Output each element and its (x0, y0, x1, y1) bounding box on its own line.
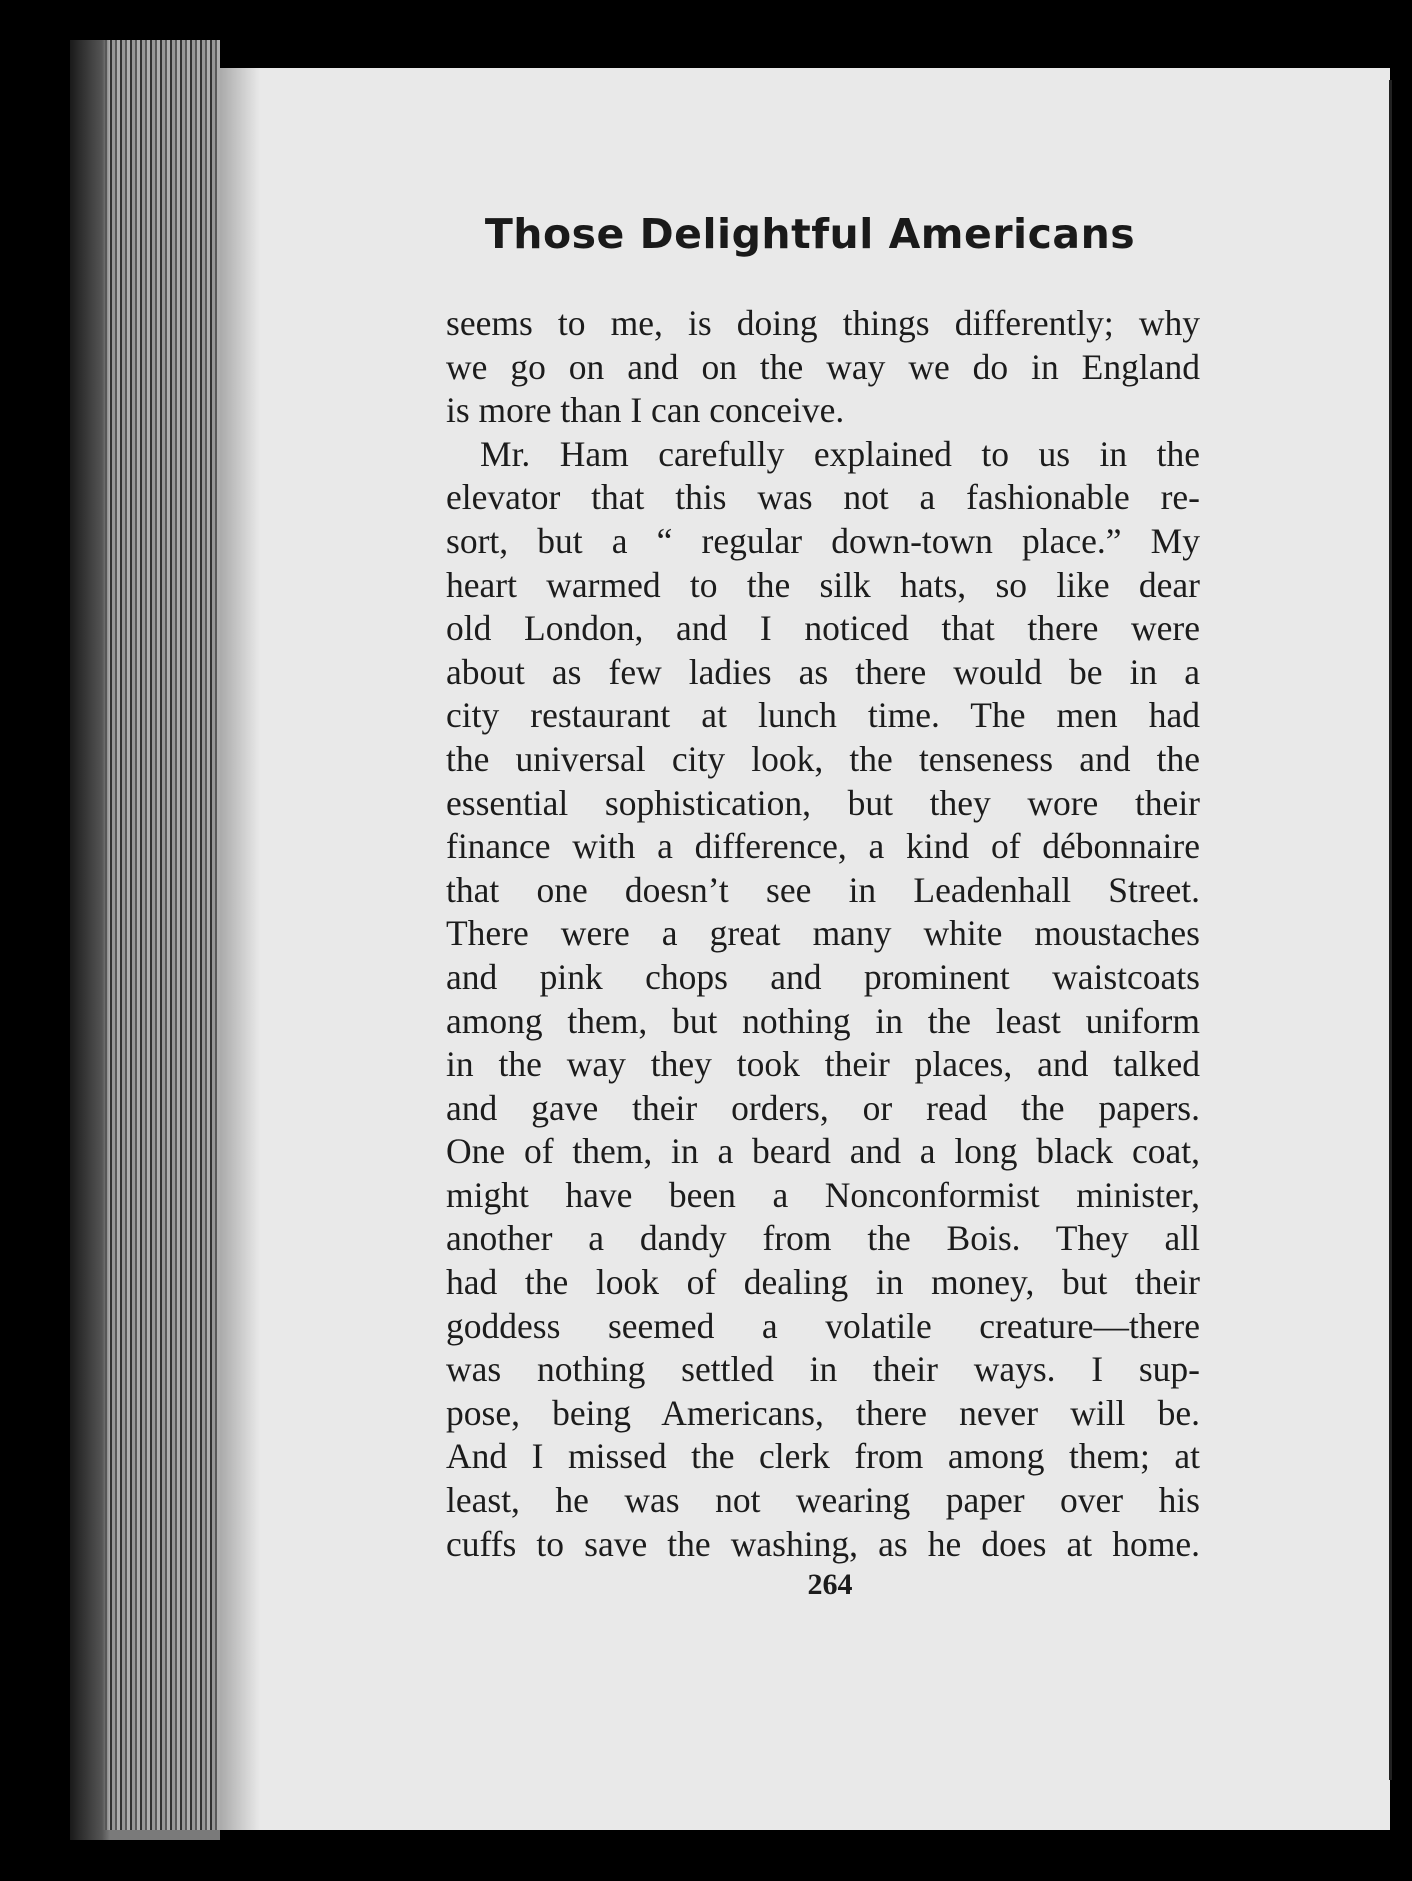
text-line: and pink chops and prominent waistcoats (446, 956, 1200, 997)
text-line: sort, but a “ regular down-town place.” My (446, 520, 1200, 561)
text-line: elevator that this was not a fashionable re- (446, 477, 1200, 518)
text-line: seems to me, is doing things differently; why (446, 303, 1200, 343)
text-line: essential sophistication, but they wore their (446, 782, 1200, 823)
running-head: Those Delightful Americans (484, 210, 1136, 258)
text-line: might have been a Nonconformist minister, (446, 1174, 1200, 1215)
text-line: Mr. Ham carefully explained to us in the (480, 433, 1200, 474)
text-line: was nothing settled in their ways. I sup- (446, 1349, 1200, 1390)
text-line: city restaurant at lunch time. The men had (446, 695, 1200, 736)
text-line: And I missed the clerk from among them; at (446, 1436, 1200, 1477)
text-line: least, he was not wearing paper over his (446, 1480, 1200, 1521)
text-line: and gave their orders, or read the papers. (446, 1087, 1200, 1128)
text-line: in the way they took their places, and talked (446, 1044, 1200, 1085)
text-line: among them, but nothing in the least uniform (446, 1000, 1200, 1041)
text-line: about as few ladies as there would be in a (446, 651, 1200, 692)
scan-background-right (1390, 0, 1412, 1881)
text-line: had the look of dealing in money, but their (446, 1262, 1200, 1303)
text-line: heart warmed to the silk hats, so like dear (446, 564, 1200, 605)
text-line: another a dandy from the Bois. They all (446, 1218, 1200, 1259)
text-line: that one doesn’t see in Leadenhall Street. (446, 869, 1200, 910)
facing-page-edge (1389, 80, 1392, 1780)
binding-shadow (70, 40, 110, 1840)
text-line: There were a great many white moustaches (446, 913, 1200, 954)
text-line: is more than I can conceive. (446, 390, 845, 431)
page-gutter (220, 68, 260, 1830)
text-line: One of them, in a beard and a long black coat, (446, 1131, 1200, 1172)
text-line: goddess seemed a volatile creature—there (446, 1305, 1200, 1346)
text-line: old London, and I noticed that there were (446, 608, 1200, 649)
text-line: we go on and on the way we do in England (446, 346, 1200, 387)
page-number: 264 (807, 1568, 853, 1601)
text-line: finance with a difference, a kind of débonnaire (446, 826, 1200, 867)
text-line: cuffs to save the washing, as he does at home. (446, 1523, 1200, 1564)
text-line: pose, being Americans, there never will be. (446, 1392, 1200, 1433)
text-line: the universal city look, the tenseness and the (446, 738, 1200, 779)
body-text (446, 302, 1200, 1566)
